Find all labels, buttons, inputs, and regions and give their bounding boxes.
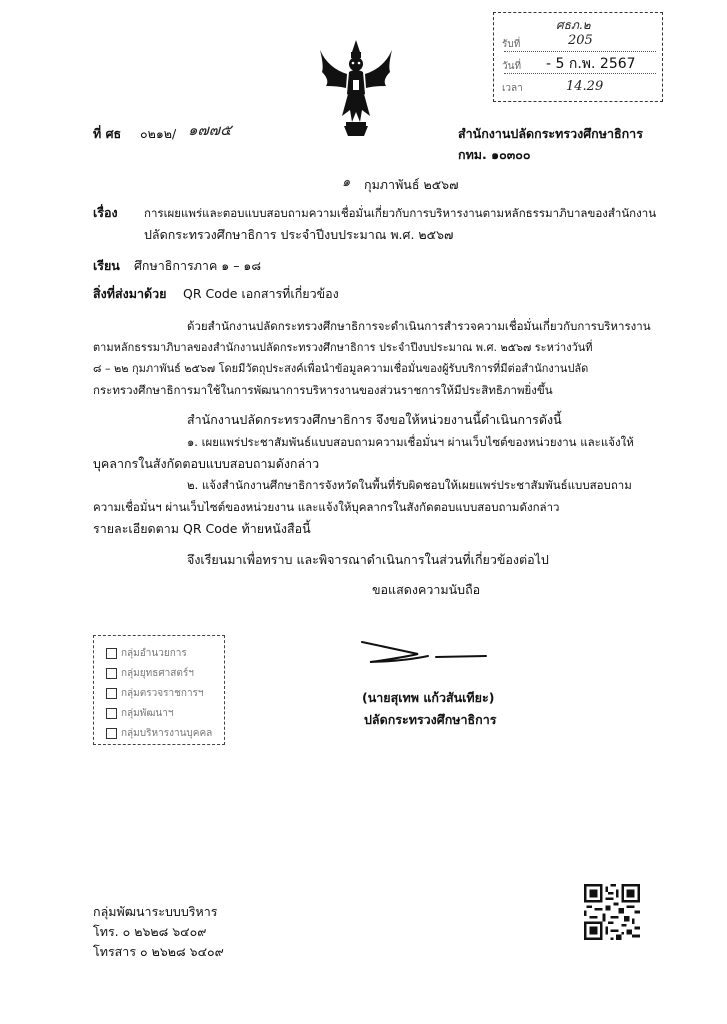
signature-icon [360, 638, 490, 668]
org-name: สำนักงานปลัดกระทรวงศึกษาธิการ [458, 126, 643, 141]
regards: ขอแสดงความนับถือ [372, 582, 481, 597]
attach-value: QR Code เอกสารที่เกี่ยวข้อง [183, 286, 339, 301]
garuda-emblem-icon [316, 38, 396, 138]
checkbox-icon [106, 728, 117, 739]
doc-no-label: ที่ ศธ [93, 126, 122, 141]
doc-no-prefix: ๐๒๑๒/ [140, 126, 177, 141]
routing-item: กลุ่มบริหารงานบุคคล [106, 726, 212, 741]
checkbox-icon [106, 648, 117, 659]
subject-label: เรื่อง [93, 205, 118, 220]
stamp-time-value: 14.29 [566, 79, 604, 94]
body-item-1-line-2: บุคลากรในสังกัดตอบแบบสอบถามดังกล่าว [93, 456, 320, 471]
routing-item: กลุ่มพัฒนาฯ [106, 706, 173, 721]
qr-code-icon [584, 884, 640, 940]
checkbox-icon [106, 668, 117, 679]
subject-line-2: ปลัดกระทรวงศึกษาธิการ ประจำปีงบประมาณ พ.ศ. ๒๕๖๗ [144, 227, 454, 242]
body-p1-line-1: ด้วยสำนักงานปลัดกระทรวงศึกษาธิการจะดำเนินการสำรวจความเชื่อมั่นเกี่ยวกับการบริหารงาน [187, 319, 651, 333]
stamp-date-value: - 5 ก.พ. 2567 [546, 56, 636, 72]
body-p1-line-3: ๘ – ๒๒ กุมภาพันธ์ ๒๕๖๗ โดยมีวัตถุประสงค์เพื่อนำข้อมูลความเชื่อมั่นของผู้รับบริการที่มีต่อสำนักงานปลัด [93, 362, 589, 375]
routing-item: กลุ่มยุทธศาสตร์ฯ [106, 666, 194, 681]
body-p2: สำนักงานปลัดกระทรวงศึกษาธิการ จึงขอให้หน่วยงานนี้ดำเนินการดังนี้ [187, 412, 562, 427]
doc-no-value: ๑๗๗๕ [188, 121, 232, 139]
signer-position: ปลัดกระทรวงศึกษาธิการ [364, 712, 497, 727]
attach-label: สิ่งที่ส่งมาด้วย [93, 286, 167, 301]
body-item-2-line-3: รายละเอียดตาม QR Code ท้ายหนังสือนี้ [93, 521, 311, 536]
stamp-no-label: รับที่ [502, 39, 521, 50]
body-item-2-line-1: ๒. แจ้งสำนักงานศึกษาธิการจังหวัดในพื้นที่รับผิดชอบให้เผยแพร่ประชาสัมพันธ์แบบสอบถาม [187, 478, 632, 492]
to-value: ศึกษาธิการภาค ๑ – ๑๘ [134, 258, 261, 273]
routing-box [93, 635, 225, 745]
date-day: ๑ [342, 175, 351, 190]
to-label: เรียน [93, 258, 120, 273]
closing-sentence: จึงเรียนมาเพื่อทราบ และพิจารณาดำเนินการในส่วนที่เกี่ยวข้องต่อไป [187, 552, 549, 567]
checkbox-icon [106, 708, 117, 719]
subject-line-1: การเผยแพร่และตอบแบบสอบถามความเชื่อมั่นเกี่ยวกับการบริหารงานตามหลักธรรมาภิบาลของสำนักงาน [144, 206, 657, 220]
body-p1-line-2: ตามหลักธรรมาภิบาลของสำนักงานปลัดกระทรวงศึกษาธิการ ประจำปีงบประมาณ พ.ศ. ๒๕๖๗ ระหว่างวันที่ [93, 341, 593, 354]
checkbox-icon [106, 688, 117, 699]
stamp-line [504, 51, 656, 52]
body-p1-line-4: กระทรวงศึกษาธิการมาใช้ในการพัฒนาการบริหารงานของส่วนราชการให้มีประสิทธิภาพยิ่งขึ้น [93, 383, 553, 397]
org-city: กทม. ๑๐๓๐๐ [458, 147, 531, 162]
footer-fax: โทรสาร ๐ ๒๖๒๘ ๖๔๐๙ [93, 944, 224, 959]
signer-name: (นายสุเทพ แก้วสันเทียะ) [362, 690, 495, 705]
body-item-1-line-1: ๑. เผยแพร่ประชาสัมพันธ์แบบสอบถามความเชื่อมั่นฯ ผ่านเว็บไซต์ของหน่วยงาน และแจ้งให้ [187, 435, 634, 449]
stamp-time-label: เวลา [502, 83, 523, 94]
routing-item: กลุ่มตรวจราชการฯ [106, 686, 204, 701]
routing-item: กลุ่มอำนวยการ [106, 646, 187, 661]
body-item-2-line-2: ความเชื่อมั่นฯ ผ่านเว็บไซต์ของหน่วยงาน และแจ้งให้บุคลากรในสังกัดตอบแบบสอบถามดังกล่าว [93, 500, 560, 514]
doc-date: กุมภาพันธ์ ๒๕๖๗ [364, 177, 459, 192]
receipt-stamp [493, 12, 663, 102]
stamp-date-label: วันที่ [502, 61, 522, 72]
footer-tel: โทร. ๐ ๒๖๒๘ ๖๔๐๙ [93, 924, 207, 939]
stamp-office: ศธภ.๒ [556, 18, 591, 32]
stamp-no-value: 205 [568, 33, 593, 48]
footer-dept: กลุ่มพัฒนาระบบบริหาร [93, 904, 218, 919]
stamp-line [504, 73, 656, 74]
